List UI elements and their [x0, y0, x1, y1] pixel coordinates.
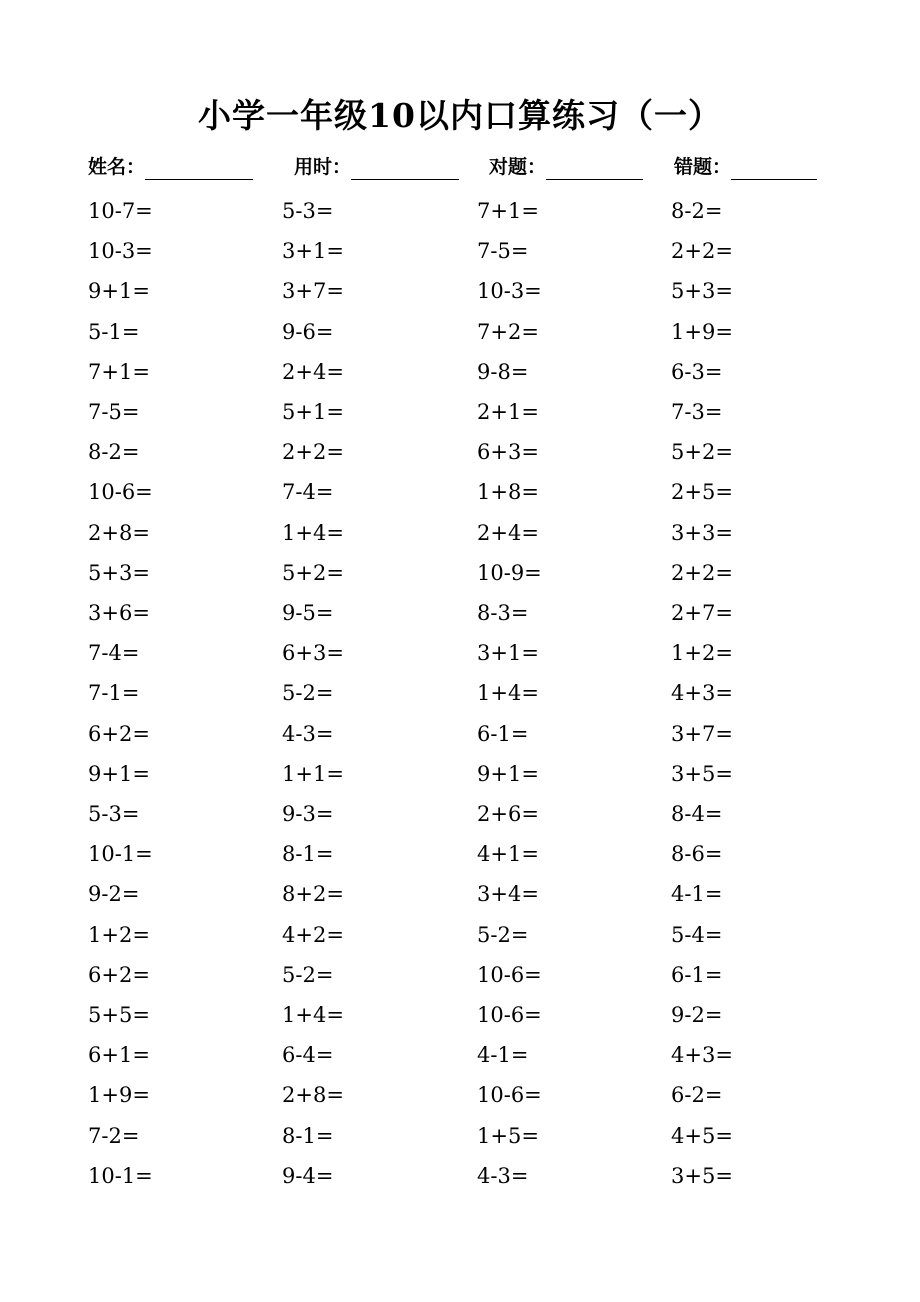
problem-item: 1+4= [477, 681, 539, 706]
problem-item: 9+1= [88, 761, 150, 786]
problem-item: 2+8= [282, 1083, 344, 1108]
problem-item: 8-2= [671, 199, 723, 223]
problem-item: 3+5= [671, 761, 733, 786]
problem-item: 10-3= [477, 279, 542, 304]
problem-item: 5-2= [477, 922, 529, 947]
problem-item: 5+3= [88, 560, 150, 585]
problem-item: 6+3= [477, 440, 539, 465]
problem-item: 5+1= [282, 400, 344, 424]
problem-item: 2+2= [671, 560, 733, 585]
problem-item: 10-3= [88, 239, 153, 264]
problem-item: 4+3= [671, 681, 733, 706]
problem-item: 4-1= [671, 882, 723, 907]
problem-item: 10-1= [88, 842, 153, 867]
problem-item: 4+3= [671, 1043, 733, 1068]
problem-item: 8-6= [671, 842, 723, 867]
problem-item: 8-4= [671, 802, 723, 826]
problem-item: 7-5= [477, 239, 529, 264]
problem-item: 1+4= [282, 520, 344, 545]
problem-item: 5-3= [88, 802, 140, 826]
problem-item: 7+1= [88, 359, 150, 384]
problem-item: 1+1= [282, 761, 344, 786]
problem-item: 2+7= [671, 601, 733, 625]
problem-item: 9+1= [477, 761, 539, 786]
name-label: 姓名： [88, 156, 146, 178]
problem-item: 6-3= [671, 359, 723, 384]
problem-item: 9-4= [282, 1163, 334, 1188]
problem-item: 6-2= [671, 1083, 723, 1108]
problem-item: 3+6= [88, 601, 150, 625]
problem-item: 3+1= [282, 239, 344, 264]
correct-label: 对题： [489, 156, 547, 178]
problem-item: 3+7= [671, 721, 733, 746]
problem-item: 10-9= [477, 560, 542, 585]
problem-item: 1+9= [671, 319, 733, 344]
problem-item: 2+4= [282, 359, 344, 384]
problem-item: 8+2= [282, 882, 344, 907]
problem-item: 2+2= [282, 440, 344, 465]
problem-item: 9+1= [88, 279, 150, 304]
problem-item: 3+7= [282, 279, 344, 304]
problem-item: 5+5= [88, 1003, 150, 1027]
problem-item: 2+4= [477, 520, 539, 545]
problem-item: 6+2= [88, 721, 150, 746]
problem-item: 4+5= [671, 1123, 733, 1148]
problem-item: 6-1= [477, 721, 529, 746]
problem-item: 6-4= [282, 1043, 334, 1068]
problem-item: 5-2= [282, 681, 334, 706]
problem-item: 6+2= [88, 962, 150, 987]
problem-item: 1+2= [671, 641, 733, 666]
problem-item: 9-2= [671, 1003, 723, 1027]
problem-item: 4-3= [282, 721, 334, 746]
wrong-label: 错题： [674, 156, 732, 178]
problem-item: 7-3= [671, 400, 723, 424]
problem-item: 3+4= [477, 882, 539, 907]
worksheet-title: 小学一年级10以内口算练习（一） [198, 96, 722, 135]
time-label: 用时： [294, 156, 352, 178]
problem-item: 3+3= [671, 520, 733, 545]
problem-item: 7+1= [477, 199, 539, 223]
problem-item: 7-4= [282, 480, 334, 505]
problem-item: 8-2= [88, 440, 140, 465]
problem-item: 7-5= [88, 400, 140, 424]
problem-item: 5-3= [282, 199, 334, 223]
problem-item: 7+2= [477, 319, 539, 344]
problem-item: 1+4= [282, 1003, 344, 1027]
problem-item: 9-3= [282, 802, 334, 826]
problem-item: 10-6= [477, 962, 542, 987]
problem-item: 1+9= [88, 1083, 150, 1108]
problem-item: 4+2= [282, 922, 344, 947]
problem-item: 9-5= [282, 601, 334, 625]
problem-item: 6+1= [88, 1043, 150, 1068]
problem-item: 6+3= [282, 641, 344, 666]
problem-item: 4-3= [477, 1163, 529, 1188]
problem-item: 8-1= [282, 842, 334, 867]
problem-item: 5+2= [282, 560, 344, 585]
problem-item: 5-1= [88, 319, 140, 344]
problem-item: 1+2= [88, 922, 150, 947]
problem-item: 10-6= [477, 1003, 542, 1027]
problem-item: 10-6= [477, 1083, 542, 1108]
problem-item: 2+6= [477, 802, 539, 826]
problem-item: 1+8= [477, 480, 539, 505]
problem-item: 4-1= [477, 1043, 529, 1068]
problem-item: 9-8= [477, 359, 529, 384]
problem-item: 2+5= [671, 480, 733, 505]
problem-item: 9-6= [282, 319, 334, 344]
problem-item: 8-1= [282, 1123, 334, 1148]
problem-item: 2+2= [671, 239, 733, 264]
problem-item: 2+1= [477, 400, 539, 424]
problem-item: 7-4= [88, 641, 140, 666]
problem-item: 3+5= [671, 1163, 733, 1188]
problem-item: 2+8= [88, 520, 150, 545]
problem-item: 8-3= [477, 601, 529, 625]
problem-item: 5-4= [671, 922, 723, 947]
problem-item: 9-2= [88, 882, 140, 907]
problem-item: 1+5= [477, 1123, 539, 1148]
problem-item: 5+2= [671, 440, 733, 465]
problem-item: 10-1= [88, 1163, 153, 1188]
problem-item: 5+3= [671, 279, 733, 304]
problem-item: 10-7= [88, 199, 153, 223]
problem-item: 5-2= [282, 962, 334, 987]
problem-item: 7-2= [88, 1123, 140, 1148]
problem-item: 6-1= [671, 962, 723, 987]
problem-item: 7-1= [88, 681, 140, 706]
problem-item: 3+1= [477, 641, 539, 666]
problem-item: 4+1= [477, 842, 539, 867]
problem-item: 10-6= [88, 480, 153, 505]
